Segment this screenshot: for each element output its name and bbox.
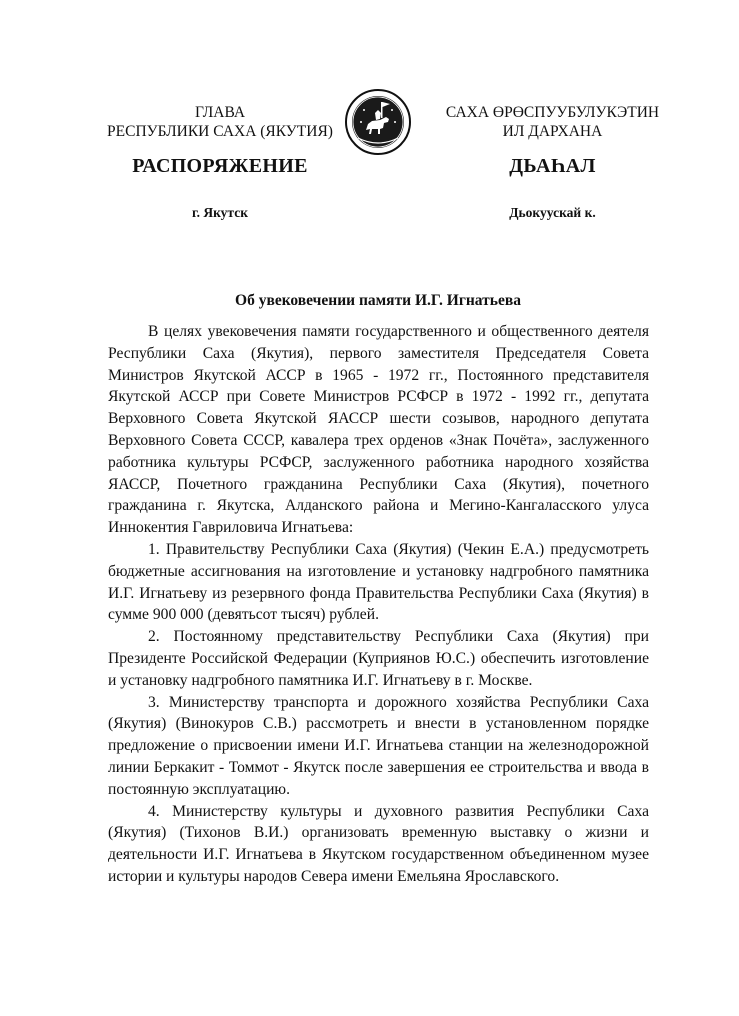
doc-type-sakha: ДЬАҺАЛ xyxy=(509,155,596,177)
header-right-line1: САХА ӨРӨСПУУБУЛУКЭТИН xyxy=(445,104,660,121)
doc-type-ru: РАСПОРЯЖЕНИЕ xyxy=(132,155,308,177)
city-sakha: Дьокуускай к. xyxy=(509,205,596,220)
document-body xyxy=(108,321,649,888)
header-left xyxy=(95,103,345,141)
header-left-line2: РЕСПУБЛИКИ САХА (ЯКУТИЯ) xyxy=(107,123,333,140)
paragraph-item-1: 1. Правительству Республики Саха (Якутия) (Чекин Е.А.) предусмотреть бюджетные ассигнования на изготовление и установку надгробного памятника И.Г. Игнатьеву из резервного фонда Правительства Республики Саха (Якутия) в сумме 900 000 (девятьсот тысяч) рублей. xyxy=(108,540,649,624)
header-right-line2: ИЛ ДАРХАНА xyxy=(502,123,603,140)
document-title: Об увековечении памяти И.Г. Игнатьева xyxy=(235,292,521,309)
paragraph-item-3: 3. Министерству транспорта и дорожного хозяйства Республики Саха (Якутия) (Винокуров С.В.) рассмотреть и внести в установленном порядке предложение о присвоении имени И.Г. Игнатьева станции на железнодорожной линии Беркакит - Томмот - Якутск после завершения ее строительства и ввода в постоянную эксплуатацию. xyxy=(108,693,649,798)
header-right xyxy=(430,103,675,141)
paragraph-item-4: 4. Министерству культуры и духовного развития Республики Саха (Якутия) (Тихонов В.И.) организовать временную выставку о жизни и деятельности И.Г. Игнатьева в Якутском государственном объединенном музее истории и культуры народов Севера имени Емельяна Ярославского. xyxy=(108,802,649,885)
city-ru: г. Якутск xyxy=(191,205,248,220)
paragraph-item-2: 2. Постоянному представительству Республики Саха (Якутия) при Президенте Российской Федерации (Куприянов Ю.С.) обеспечить изготовление и установку надгробного памятника И.Г. Игнатьеву в г. Москве. xyxy=(108,628,649,689)
coat-of-arms-icon xyxy=(344,88,412,156)
header-left-line1: ГЛАВА xyxy=(194,104,246,121)
paragraph-preamble: В целях увековечения памяти государственного и общественного деятеля Республики Саха (Якутия), первого заместителя Председателя Совета Министров Якутской АССР в 1965 - 1972 гг., Постоянного представителя Якутской АССР при Совете Министров РСФСР в 1972 - 1992 гг., депутата Верховного Совета Якутской ЯАССР шести созывов, народного депутата Верховного Совета СССР, кавалера трех орденов «Знак Почёта», заслуженного работника культуры РСФСР, заслуженного работника народного хозяйства ЯАССР, Почетного гражданина Республики Саха (Якутия), почетного гражданина г. Якутска, Алданского района и Мегино-Кангаласского улуса Иннокентия Гавриловича Игнатьева: xyxy=(108,323,649,537)
